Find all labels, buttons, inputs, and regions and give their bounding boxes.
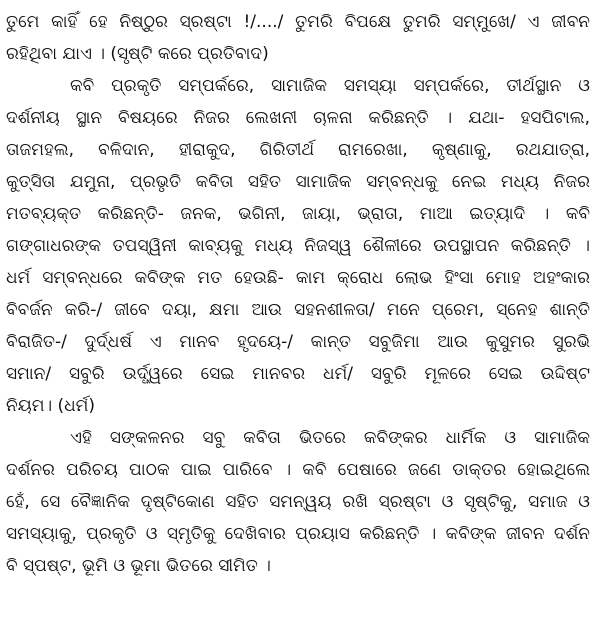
text-line-6: କୁତ୍ସିତା ଯମୁନା, ପ୍ରଭୃତି କବିତା ସହିତ ସାମାଜିକ ସମ୍ବନ୍ଧକୁ ନେଇ ମଧ୍ୟ ନିଜର	[6, 172, 590, 192]
text-line-3: କବି ପ୍ରକୃତି ସମ୍ପର୍କରେ, ସାମାଜିକ ସମସ୍ୟା ସମ୍ପର୍କରେ, ତୀର୍ଥସ୍ଥାନ ଓ	[70, 76, 590, 96]
text-line-1: ତୁମେ କାହିଁ ହେ ନିଷ୍ଠୁର ସ୍ରଷ୍ଟା !/..../ ତୁମରି ବିପକ୍ଷେ ତୁମରି ସମ୍ମୁଖେ/ ଏ ଜୀବନ	[6, 12, 590, 32]
text-line-11: ବିରାଜିତ-/ ଦୁର୍ଦ୍ଧର୍ଷ ଏ ମାନବ ହୃଦୟେ-/ କାନ୍ତ ସବୁଜିମା ଆଉ କୁସୁମର ସୁରଭି	[6, 332, 590, 352]
text-line-18: ବି ସ୍ପଷ୍ଟ, ଭୂମି ଓ ଭୂମା ଭିତରେ ସୀମିତ ।	[6, 556, 271, 576]
text-line-14: ଏହି ସଙ୍କଳନର ସବୁ କବିତା ଭିତରେ କବିଙ୍କର ଧାର୍ମିକ ଓ ସାମାଜିକ	[70, 428, 590, 448]
text-line-16: ହେଁ, ସେ ବୈଜ୍ଞାନିକ ଦୃଷ୍ଟିକୋଣ ସହିତ ସମନ୍ୱୟ ରଖି ସ୍ରଷ୍ଟା ଓ ସୃଷ୍ଟିକୁ, ସମାଜ ଓ	[6, 492, 590, 512]
text-line-17: ସମସ୍ୟାକୁ, ପ୍ରକୃତି ଓ ସ୍ମୃତିକୁ ଦେଖିବାର ପ୍ରୟାସ କରିଛନ୍ତି । କବିଙ୍କ ଜୀବନ ଦର୍ଶନ	[6, 524, 590, 544]
text-line-15: ଦର୍ଶନର ପରିଚୟ ପାଠକ ପାଇ ପାରିବେ । କବି ପେଷାରେ ଜଣେ ଡାକ୍ତର ହୋଇଥିଲେ	[6, 460, 590, 480]
text-line-8: ଗଙ୍ଗାଧରଙ୍କ ତପସ୍ୱିନୀ କାବ୍ୟକୁ ମଧ୍ୟ ନିଜସ୍ୱ ଶୈଳୀରେ ଉପସ୍ଥାପନ କରିଛନ୍ତି ।	[6, 236, 590, 256]
text-line-12: ସମାନ/ ସବୁରି ଉର୍ଦ୍ଧ୍ୱରେ ସେଇ ମାନବର ଧର୍ମ/ ସବୁରି ମୂଳରେ ସେଇ ଉଦ୍ଦିଷ୍ଟ	[6, 364, 590, 384]
text-line-2: ରହିଥିବା ଯାଏ । (ସୃଷ୍ଟି କରେ ପ୍ରତିବାଦ)	[6, 44, 269, 64]
text-line-7: ମତବ୍ୟକ୍ତ କରିଛନ୍ତି- ଜନକ, ଭଗିନୀ, ଜାୟା, ଭ୍ରାତା, ମାଆ ଇତ୍ୟାଦି । କବି	[6, 204, 590, 224]
text-line-5: ତାଜମହଲ, ବଳିଦାନ, ହୀରାକୁଦ, ଗିରିତୀର୍ଥ ରାମରେଖା, କୃଷ୍ଣାକୁ, ରଥଯାତ୍ରା,	[6, 140, 590, 160]
text-line-13: ନିୟମ। (ଧର୍ମ)	[6, 396, 95, 416]
text-line-10: ବିବର୍ଜନ କରି-/ ଜୀବେ ଦୟା, କ୍ଷମା ଆଉ ସହନଶୀଳତା/ ମନେ ପ୍ରେମ, ସ୍ନେହ ଶାନ୍ତି	[6, 300, 590, 320]
text-line-4: ଦର୍ଶନୀୟ ସ୍ଥାନ ବିଷୟରେ ନିଜର ଲେଖନୀ ଚାଳନା କରିଛନ୍ତି । ଯଥା- ହସପିଟାଲ,	[6, 108, 590, 128]
text-line-9: ଧର୍ମ ସମ୍ବନ୍ଧରେ କବିଙ୍କ ମତ ହେଉଛି- କାମ କ୍ରୋଧ ଲୋଭ ହିଂସା ମୋହ ଅହଂକାର	[6, 268, 590, 288]
